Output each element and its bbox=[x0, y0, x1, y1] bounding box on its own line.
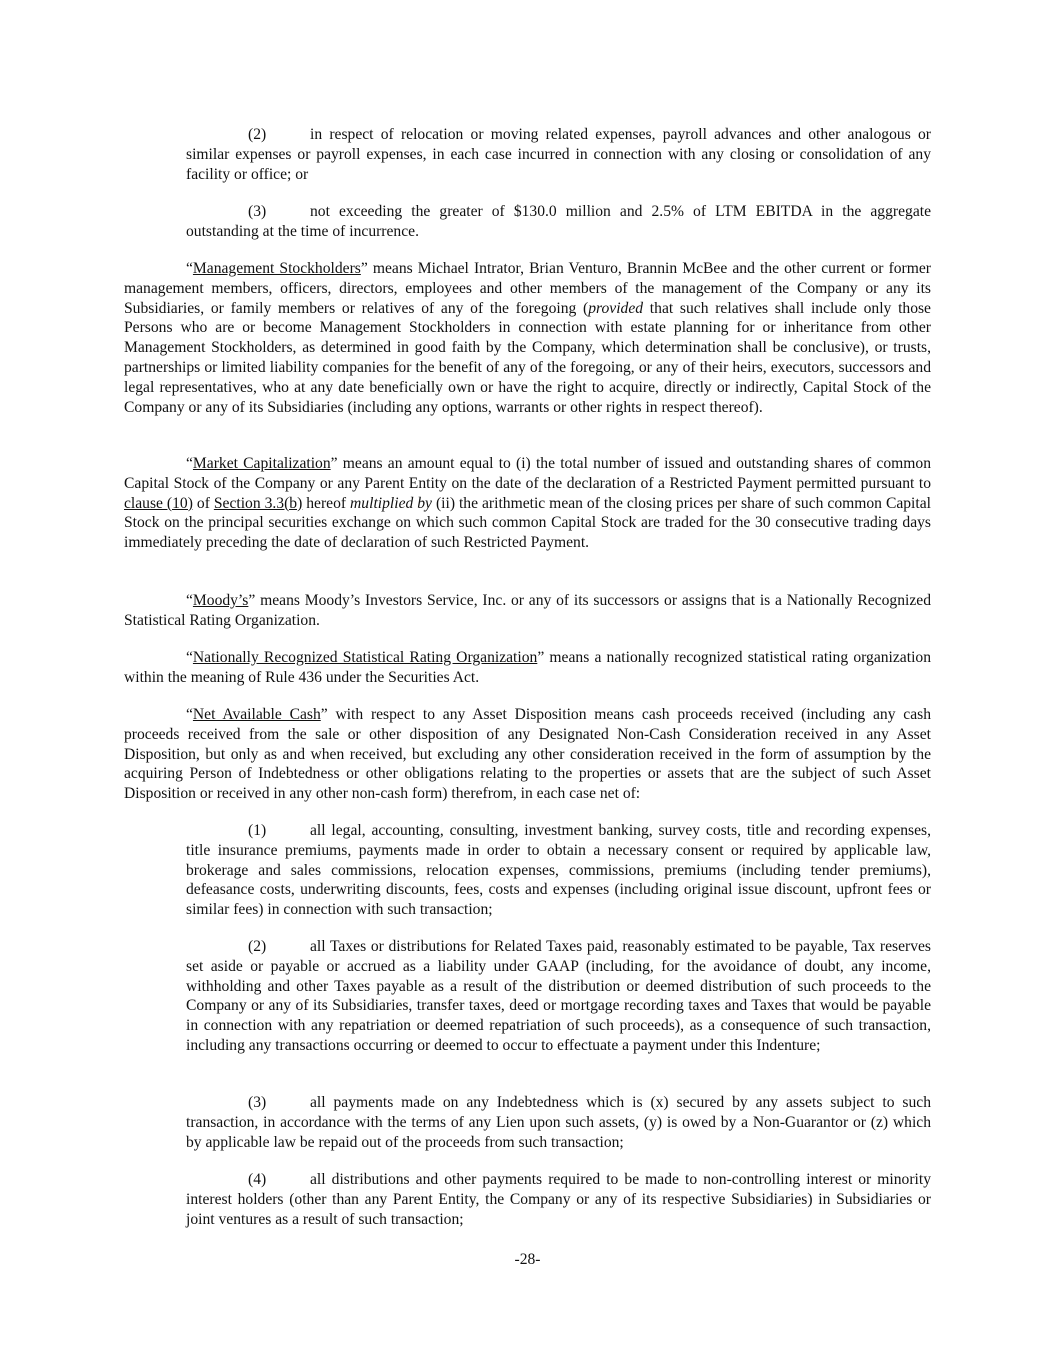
clause-2-relocation bbox=[186, 125, 931, 184]
clause-text: not exceeding the greater of $130.0 million and 2.5% of LTM EBITDA in the aggregate outstanding at the time of incurrence. bbox=[186, 203, 931, 240]
clause-number: (4) bbox=[248, 1171, 267, 1188]
definition-net-available-cash bbox=[124, 705, 931, 804]
defined-term: Moody’s bbox=[192, 592, 249, 609]
definition-market-capitalization bbox=[124, 454, 931, 553]
definition-text: ” means Michael Intrator, Brian Venturo, Brannin McBee and the other current or former management members, officers, directors, employees and other members of the management of the Company or any its Subsidiaries, or family members or relatives of any of the foregoing ( bbox=[124, 260, 931, 317]
nac-item-1 bbox=[186, 821, 931, 920]
defined-term: Market Capitalization bbox=[192, 455, 331, 472]
clause-number: (3) bbox=[248, 1094, 267, 1111]
clause-number: (2) bbox=[248, 938, 267, 955]
open-quote: “ bbox=[186, 649, 193, 666]
open-quote: “ bbox=[186, 706, 193, 723]
definition-nrsro bbox=[124, 648, 931, 688]
open-quote: “ bbox=[186, 260, 193, 277]
nac-item-2 bbox=[186, 937, 931, 1056]
defined-term: Nationally Recognized Statistical Rating Organization bbox=[192, 649, 538, 666]
section-reference-link[interactable]: Section 3.3(b) bbox=[213, 494, 303, 512]
definition-management-stockholders bbox=[124, 259, 931, 417]
clause-number: (3) bbox=[248, 203, 267, 220]
clause-reference-link[interactable]: clause (10) bbox=[124, 494, 193, 512]
italic-term: multiplied by bbox=[350, 494, 432, 512]
nac-item-4 bbox=[186, 1170, 931, 1229]
open-quote: “ bbox=[186, 455, 193, 472]
open-quote: “ bbox=[186, 592, 193, 609]
definition-text-cont: (ii) the arithmetic mean of the closing prices per share of such common Capital Stock on the principal securities exchange on which such common Capital Stock are traded for the 30 consecutive trading days immediately preceding the date of declaration of such Restricted Payment. bbox=[124, 494, 931, 552]
clause-text: all legal, accounting, consulting, investment banking, survey costs, title and recording expenses, title insurance premiums, payments made in order to obtain a necessary consent or required by applicable law, brokerage and sales commissions, relocation expenses, commissions, premiums (including tender premiums), defeasance costs, underwriting discounts, fees, costs and expenses (including original issue discount, upfront fees or similar fees) in connection with such transaction; bbox=[186, 822, 931, 919]
definition-text: ” means a nationally recognized statistical rating organization within the meaning of Rule 436 under the Securities Act. bbox=[124, 649, 931, 686]
italic-term: provided bbox=[588, 299, 644, 317]
defined-term: Management Stockholders bbox=[192, 260, 361, 277]
defined-term: Net Available Cash bbox=[192, 706, 321, 723]
definition-text: ” means Moody’s Investors Service, Inc. or any of its successors or assigns that is a Nationally Recognized Statistical Rating Organization. bbox=[124, 592, 931, 629]
clause-3-threshold bbox=[186, 202, 931, 242]
definition-moodys bbox=[124, 591, 931, 631]
nac-item-3 bbox=[186, 1093, 931, 1152]
definition-text: ” with respect to any Asset Disposition means cash proceeds received (including any cash proceeds received from the sale or other disposition of any Designated Non-Cash Consideration received in any Asset Disposition, but only as and when received, but excluding any other consideration received in the form of assumption by the acquiring Person of Indebtedness or other obligations relating to the properties or assets that are the subject of such Asset Disposition or received in any other non-cash form) therefrom, in each case net of: bbox=[124, 706, 931, 803]
clause-number: (1) bbox=[248, 822, 267, 839]
definition-text-cont: of bbox=[192, 494, 214, 512]
clause-text: all distributions and other payments required to be made to non-controlling interest or minority interest holders (other than any Parent Entity, the Company or any of its respective Subsidiaries) in Subsidiaries or joint ventures as a result of such transaction; bbox=[186, 1171, 931, 1228]
clause-number: (2) bbox=[248, 126, 267, 143]
definition-text-cont: that such relatives shall include only those Persons who are or become Management Stockholders in connection with estate planning for or inheritance from other Management Stockholders, as determined in good faith by the Company, which determination shall be conclusive), or trusts, partnerships or limited liability companies for the benefit of any of the foregoing, or any of their heirs, executors, successors and legal representatives, who at any date beneficially own or have the right to acquire, directly or indirectly, Capital Stock of the Company or any of its Subsidiaries (including any options, warrants or other rights in respect thereof). bbox=[124, 299, 931, 416]
definition-text-cont: hereof bbox=[302, 494, 351, 512]
clause-text: in respect of relocation or moving related expenses, payroll advances and other analogous or similar expenses or payroll expenses, in each case incurred in connection with any closing or consolidation of any facility or office; or bbox=[186, 126, 931, 183]
definition-text: ” means an amount equal to (i) the total number of issued and outstanding shares of common Capital Stock of the Company or any Parent Entity on the date of the declaration of a Restricted Payment permitted pursuant to bbox=[124, 455, 931, 492]
clause-text: all Taxes or distributions for Related Taxes paid, reasonably estimated to be payable, Tax reserves set aside or payable or accrued as a liability under GAAP (including, for the avoidance of doubt, any income, withholding and other Taxes payable as a result of the distribution or deemed distribution of such proceeds to the Company or any of its Subsidiaries, transfer taxes, deed or mortgage recording taxes and Taxes that would be payable in connection with any repatriation or deemed repatriation of such proceeds), as a consequence of such transaction, including any transactions occurring or deemed to occur to effectuate a payment under this Indenture; bbox=[186, 938, 931, 1054]
page-number: -28- bbox=[514, 1251, 541, 1268]
clause-text: all payments made on any Indebtedness which is (x) secured by any assets subject to such transaction, in accordance with the terms of any Lien upon such assets, (y) is owed by a Non-Guarantor or (z) which by applicable law be repaid out of the proceeds from such transaction; bbox=[186, 1094, 931, 1151]
